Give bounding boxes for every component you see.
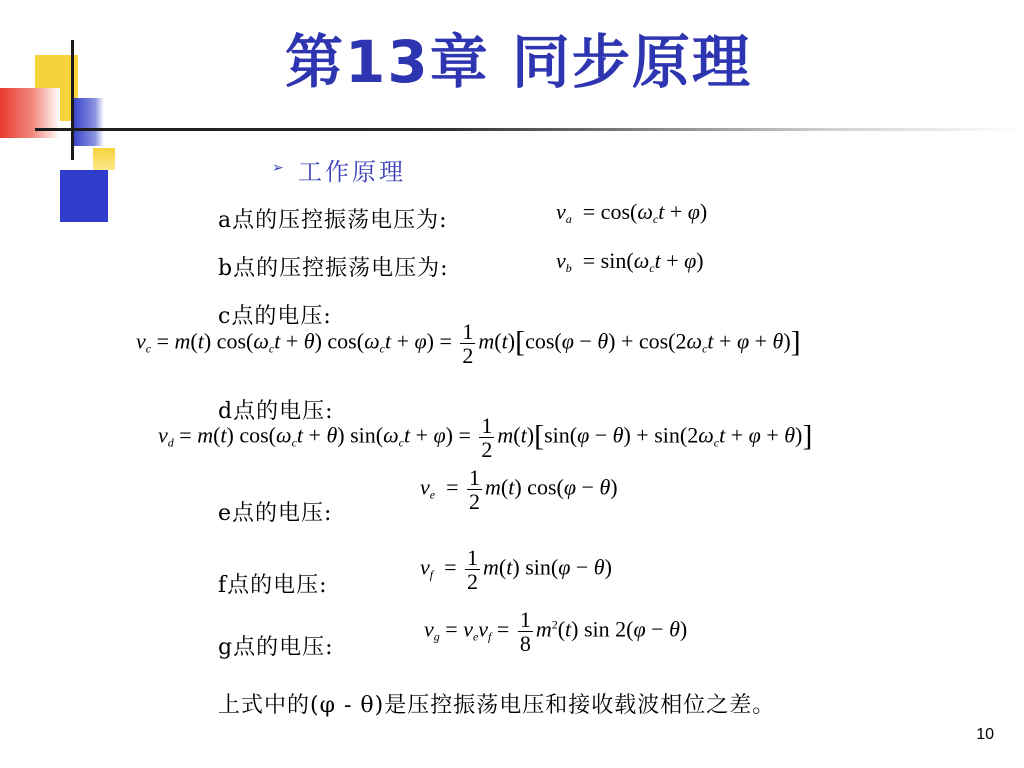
- formula-d: $v_d = m(t) \cos(\omega_ct + \theta) \sin(\omega_ct + \varphi)$ = $\frac{1}{2}$ $m(t)[\sin(\varphi - \theta) + \sin(2\omega_ct + \varphi + \theta)]$: [158, 413, 813, 463]
- section-heading: 工作原理: [298, 158, 406, 186]
- decor-vertical-line: [71, 40, 74, 160]
- formula-g: $v_g = v_ev_f$ = $\frac{1}{8}$ $m^2(t)$ sin 2(φ − θ): [424, 607, 688, 657]
- bullet-arrow-icon: ➢: [272, 160, 284, 176]
- formula-f: $v_f$ = $\frac{1}{2}$ m(t) sin(φ − θ): [420, 545, 612, 595]
- decor-blue-gradient: [74, 98, 104, 146]
- formula-b: $v_b = \sin(\omega_ct + \varphi)$: [556, 248, 704, 275]
- label-g: g点的电压:: [218, 635, 334, 660]
- formula-c: $v_c = m(t) \cos(\omega_ct + \theta) \cos(\omega_ct + \varphi)$ = $\frac{1}{2}$ $m(t)[\cos(\varphi - \theta) + \cos(2\omega_ct + \varphi + \theta)]$: [136, 319, 801, 369]
- label-a: a点的压控振荡电压为:: [218, 208, 448, 233]
- label-c: c点的电压:: [218, 304, 332, 329]
- page-title: 第13章 同步原理: [285, 28, 752, 96]
- decor-horizontal-rule: [35, 128, 1024, 131]
- label-d: d点的电压:: [218, 399, 334, 424]
- decor-blue-square: [60, 170, 108, 222]
- label-f: f点的电压:: [218, 573, 328, 598]
- page-number: 10: [976, 726, 994, 743]
- label-e: e点的电压:: [218, 501, 333, 526]
- phase-difference-note: 上式中的(φ - θ)是压控振荡电压和接收载波相位之差。: [218, 693, 776, 718]
- decor-yellow-small-square: [93, 148, 115, 170]
- label-b: b点的压控振荡电压为:: [218, 256, 449, 281]
- formula-a: $v_a = \cos(\omega_ct + \varphi)$: [556, 199, 708, 226]
- formula-e: $v_e$ = $\frac{1}{2}$ m(t) cos(φ − θ): [420, 465, 618, 515]
